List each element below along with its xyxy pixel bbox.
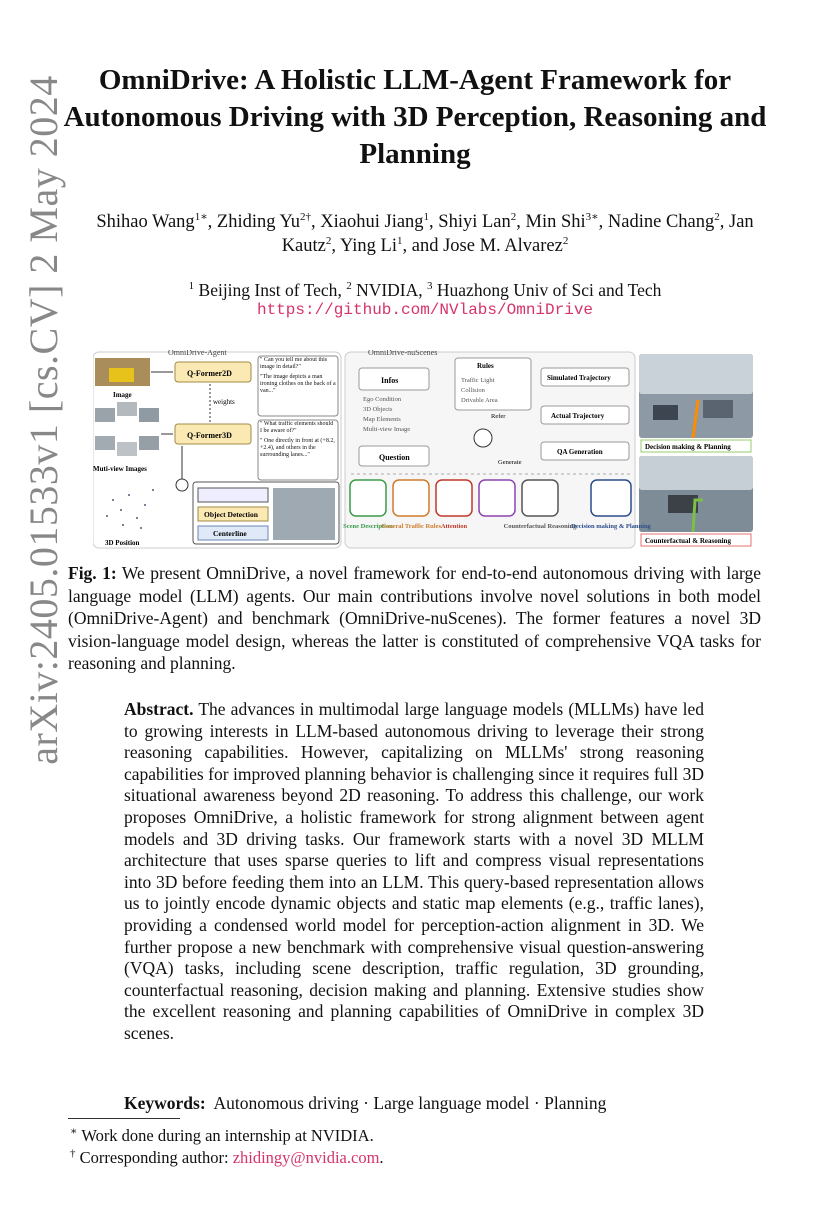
counterfactual-tag: Counterfactual & Reasoning [645,537,731,545]
author-name: Min Shi [525,212,586,232]
dagger-text: Corresponding author: [79,1148,233,1167]
author-sup: 2 [510,210,517,223]
generate-label: Generate [498,459,522,466]
arxiv-identifier: arXiv:2405.01533v1 [cs.CV] 2 May 2024 [21,75,66,765]
simulated-trajectory: Simulated Trajectory [547,374,611,382]
task-label-2: Attention [440,523,468,530]
author-sup: 3∗ [585,210,599,223]
keywords-label: Keywords: [124,1093,206,1113]
qformer2d-label: Q-Former2D [187,369,232,378]
image-label: Image [113,391,132,399]
footnote-rule [68,1118,180,1119]
answer-1: "The image depicts a man ironing clothes on the back of a van..." [260,374,336,394]
qa-generation: QA Generation [557,448,603,456]
author-name: Ying Li [339,236,397,256]
keywords [124,1093,704,1114]
info-item-1: 3D Objects [363,406,393,413]
question-1: " Can you tell me about this image in detail?" [260,357,328,370]
task-label-4: Decision making & Planning [571,523,651,530]
affiliation-name: Huazhong Univ of Sci and Tech [436,280,662,300]
info-item-3: Multi-view Image [363,426,411,433]
bench-title: OmniDrive-nuScenes [368,350,438,357]
author-sup: 2 [714,210,720,223]
github-link[interactable]: https://github.com/NVlabs/OmniDrive [256,301,594,319]
info-item-0: Ego Condition [363,396,402,403]
star-text: Work done during an internship at NVIDIA. [81,1126,374,1145]
footnote-star [70,1125,670,1146]
author-sup: 2 [562,234,569,247]
affiliation-sup: 2 [346,280,352,293]
footnote-dagger [70,1147,670,1168]
author-sup: 1 [397,234,403,247]
affiliation-name: Beijing Inst of Tech [198,280,338,300]
abstract [124,699,704,1045]
caption-text: We present OmniDrive, a novel framework for end-to-end autonomous driving with large language model (LLM) agents. Our main contributions involve novel solutions in both model (OmniDrive-Agent) and benchmark (OmniDrive-nuScenes). The former features a novel 3D vision-language model design, whereas the latter is constituted of comprehensive VQA tasks for reasoning and planning. [68,563,761,673]
caption-label: Fig. 1: [68,563,117,583]
star-mark: ∗ [70,1125,78,1138]
author-name: Zhiding Yu [216,212,301,232]
affiliations: $^1$ Beijing Inst of Tech, $^2$ NVIDIA, $^3$ Huazhong Univ of Sci and Tech [188,280,662,300]
author-list: Shihao Wang$^{1∗}$, Zhiding $Yu^{2\dagger}$, Xiaohui Jiang$^1$, Shiyi Lan$^2$, Min Shi$^{3∗}$, Nadine Chang$^2$, Jan Kautz$^2$, Ying Li$^1$, and Jose M. Alvarez$^2$ [96,210,754,256]
task-label-3: Counterfactual Reasoning [503,523,577,530]
centerline-label: Centerline [213,529,247,538]
figure-1 [93,350,755,550]
affiliation-name: NVIDIA [356,280,419,300]
author-name: Shihao Wang [96,212,195,232]
rule-item-1: Collision [461,387,485,394]
email-link[interactable]: zhidingy@nvidia.com [232,1148,380,1167]
multiview-label: Muti-view Images [93,465,147,473]
figure-caption [68,562,761,675]
keywords-text: Autonomous driving · Large language model · Planning [213,1093,607,1113]
question-box-label: Question [379,453,410,462]
refer-label: Refer [491,413,506,420]
object-detection-label: Object Detection [204,510,258,519]
dagger-mark: † [70,1147,76,1160]
author-name: Shiyi Lan [438,212,511,232]
author-name: Jan Kautz [281,212,754,256]
qformer3d-label: Q-Former3D [187,431,232,440]
agent-title: OmniDrive-Agent [168,350,227,357]
task-label-0: Scene Description [343,523,393,530]
paper-title: OmniDrive: A Holistic LLM-Agent Framework for Autonomous Driving with 3D Perception, Reasoning and Planning [63,64,767,170]
fusion-icon [176,479,188,491]
position-label: 3D Position [105,539,140,547]
affiliation-sup: 3 [427,280,433,293]
street-photo [273,488,335,540]
affiliation-sup: 1 [188,280,195,293]
rules-label: Rules [477,362,494,370]
task-label-1: General Traffic Rules [380,523,442,530]
answer-2: " One directly in front at (+8.2, +2.4), and others in the surrounding lanes..." [260,438,335,458]
author-name: Xiaohui Jiang [320,212,424,232]
dagger-period: . [379,1148,384,1167]
author-sup: 1∗ [194,210,208,223]
rule-item-2: Drivable Area [461,397,498,404]
llm-icon [474,429,492,447]
actual-trajectory: Actual Trajectory [551,412,605,420]
author-name: Nadine Chang [607,212,715,232]
info-item-2: Map Elements [363,416,401,423]
rule-item-0: Traffic Light [461,377,495,384]
author-sup: 2† [300,210,312,223]
abstract-text: The advances in multimodal large language models (MLLMs) have led to growing interests in LLM-based autonomous driving to leverage their strong reasoning capabilities. However, capitalizing on MLLMs' strong reasoning capabilities for improved planning behavior is challenging since it requires full 3D situational awareness beyond 2D reasoning. To address this challenge, our work proposes OmniDrive, a holistic framework for strong alignment between agent models and 3D driving tasks. Our framework starts with a novel 3D MLLM architecture that uses sparse queries to lift and compress visual representations into 3D before feeding them into an LLM. This query-based representation allows us to jointly encode dynamic objects and static map elements (e.g., traffic lanes), providing a condensed world model for perception-action alignment in 3D. We further propose a new benchmark with comprehensive visual question-answering (VQA) tasks, including scene description, traffic regulation, 3D grounding, counterfactual reasoning, decision making and planning. Extensive studies show the excellent reasoning and planning capabilities of OmniDrive in complex 3D scenes. [124,699,704,1043]
author-sup: 1 [423,210,430,223]
weights-label: weights [213,398,235,406]
author-name: Jose M. Alvarez [443,236,563,256]
infos-label: Infos [381,376,399,385]
abstract-label: Abstract. [124,699,194,719]
author-sup: 2 [325,234,332,247]
decision-tag: Decision making & Planning [645,443,731,451]
question-2: " What traffic elements should I be aware of?" [260,421,334,434]
